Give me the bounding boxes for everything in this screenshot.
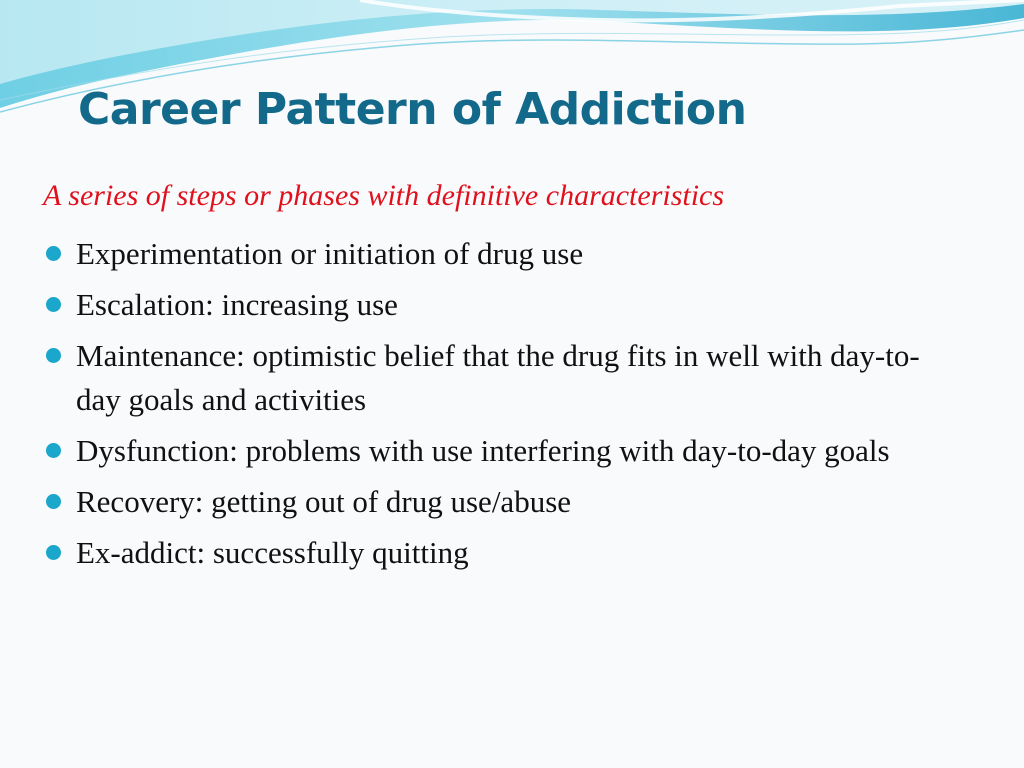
slide-title: Career Pattern of Addiction xyxy=(78,84,747,135)
bullet-item xyxy=(43,283,943,327)
bullet-item xyxy=(43,334,943,422)
bullet-list xyxy=(43,232,943,582)
bullet-text: Recovery: getting out of drug use/abuse xyxy=(76,484,572,519)
round-dot-bullet-icon xyxy=(46,348,61,363)
round-dot-bullet-icon xyxy=(46,246,61,261)
round-dot-bullet-icon xyxy=(46,443,61,458)
bullet-text: Maintenance: optimistic belief that the drug fits in well with day-to-day goals and activities xyxy=(76,338,920,417)
bullet-text: Dysfunction: problems with use interfering with day-to-day goals xyxy=(76,433,890,468)
bullet-text: Ex-addict: successfully quitting xyxy=(76,535,469,570)
slide-subtitle: A series of steps or phases with definitive characteristics xyxy=(43,179,725,212)
bullet-text: Experimentation or initiation of drug use xyxy=(76,236,584,271)
bullet-text: Escalation: increasing use xyxy=(76,287,398,322)
bullet-item xyxy=(43,480,943,524)
round-dot-bullet-icon xyxy=(46,545,61,560)
round-dot-bullet-icon xyxy=(46,494,61,509)
bullet-item xyxy=(43,232,943,276)
bullet-item xyxy=(43,531,943,575)
round-dot-bullet-icon xyxy=(46,297,61,312)
bullet-item xyxy=(43,429,943,473)
